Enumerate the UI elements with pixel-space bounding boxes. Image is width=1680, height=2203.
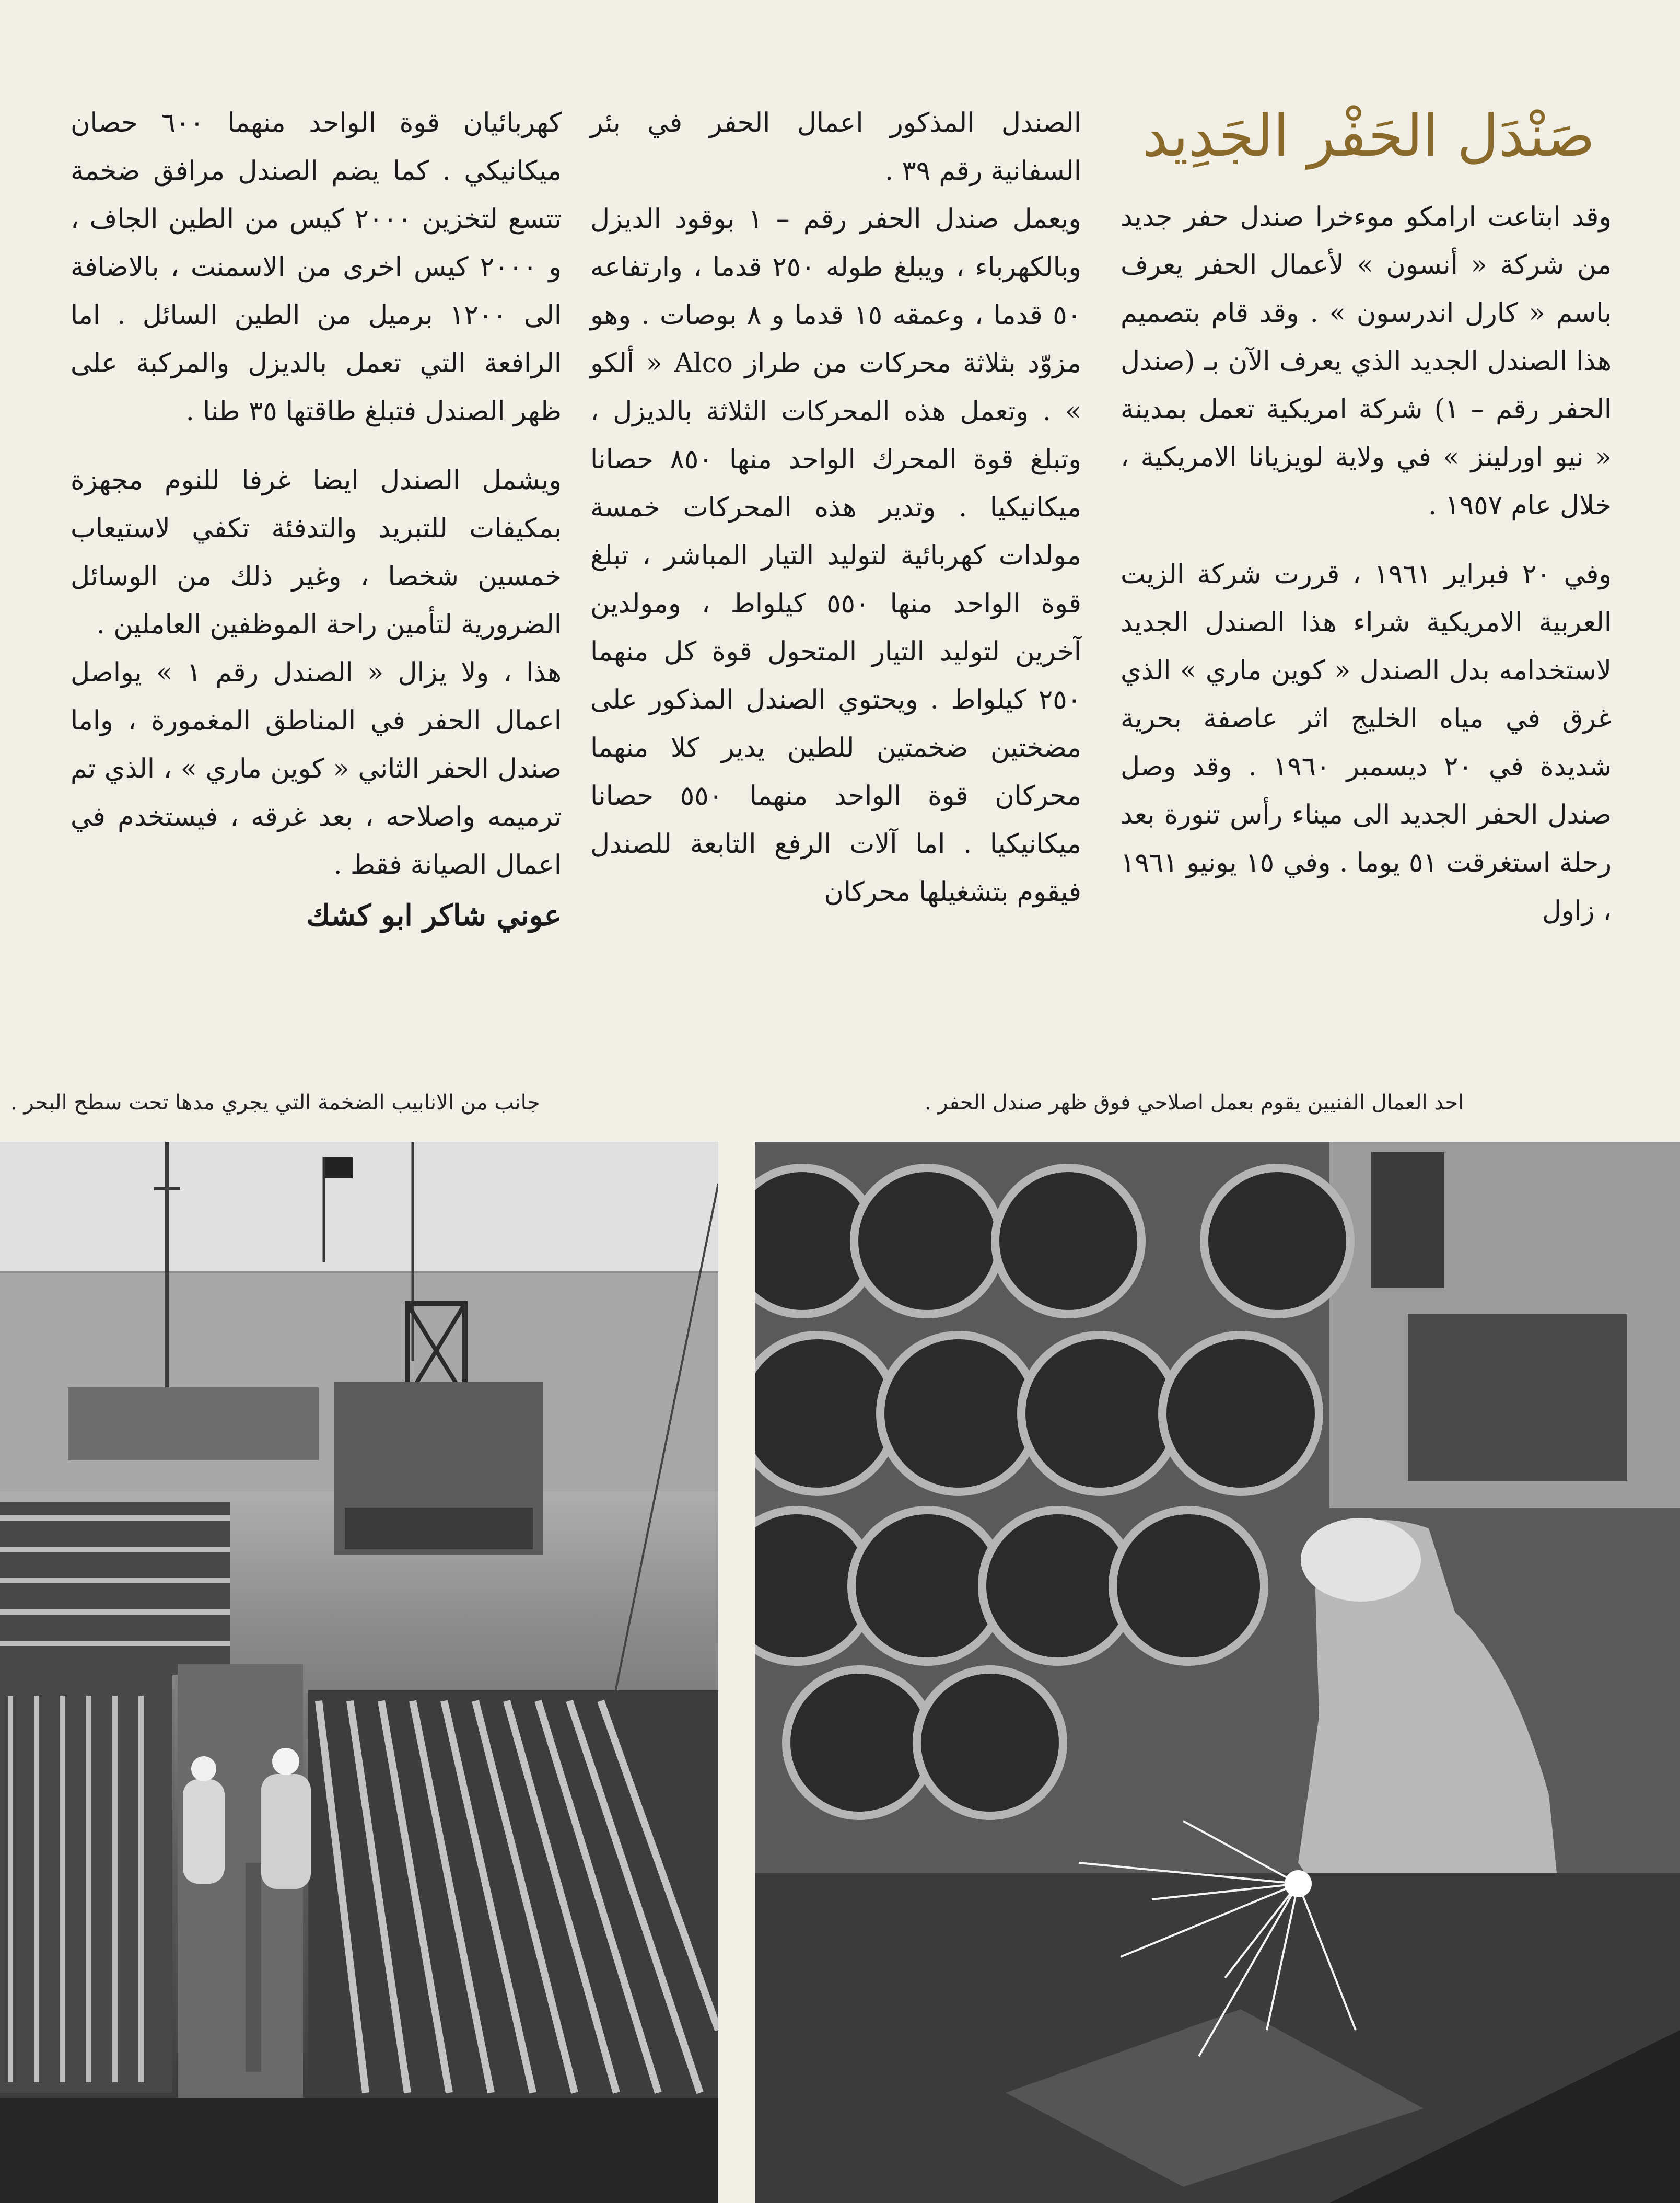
welder-illustration	[755, 1142, 1680, 2203]
text-column-left	[71, 99, 562, 940]
paragraph: كهربائيان قوة الواحد منهما ٦٠٠ حصان ميكانيكي . كما يضم الصندل مرافق ضخمة تتسع لتخزين ٢٠٠٠ كيس من الطين الجاف ، و ٢٠٠٠ كيس اخرى من الاسمنت ، بالاضافة الى ١٢٠٠ برميل من الطين السائل . اما الرافعة التي تعمل بالديزل والمركبة على ظهر الصندل فتبلغ طاقتها ٣٥ طنا .	[71, 108, 562, 427]
article-title: صَنْدَل الحَفْر الجَدِيد	[1142, 102, 1595, 169]
photo-caption-left: جانب من الانابيب الضخمة التي يجري مدها تحت سطح البحر .	[10, 1091, 540, 1115]
barge-pipes-illustration	[0, 1142, 718, 2203]
paragraph: وفي ٢٠ فبراير ١٩٦١ ، قررت شركة الزيت العربية الامريكية شراء هذا الصندل الجديد لاستخدامه بدل الصندل « كوين ماري » الذي غرق في مياه الخليج اثر عاصفة بحرية شديدة في ٢٠ ديسمبر ١٩٦٠ . وقد وصل صندل الحفر الجديد الى ميناء رأس تنورة بعد رحلة استغرقت ٥١ يوما . وفي ١٥ يونيو ١٩٦١ ، زاول	[1121, 559, 1612, 926]
paragraph: هذا ، ولا يزال « الصندل رقم ١ » يواصل اعمال الحفر في المناطق المغمورة ، واما صندل الحفر الثاني « كوين ماري » ، الذي تم ترميمه واصلاحه ، بعد غرقه ، فيستخدم في اعمال الصيانة فقط .	[71, 657, 562, 880]
photo-caption-right: احد العمال الفنيين يقوم بعمل اصلاحي فوق ظهر صندل الحفر .	[925, 1091, 1464, 1115]
paragraph: الصندل المذكور اعمال الحفر في بئر السفانية رقم ٣٩ .	[590, 108, 1081, 187]
paragraph: ويشمل الصندل ايضا غرفا للنوم مجهزة بمكيفات للتبريد والتدفئة تكفي لاستيعاب خمسين شخصا ، وغير ذلك من الوسائل الضرورية لتأمين راحة الموظفين العاملين .	[71, 465, 562, 640]
text-column-middle	[590, 99, 1081, 917]
photo-barge-pipes	[0, 1142, 718, 2203]
text-column-right	[1121, 193, 1612, 935]
photo-welder	[755, 1142, 1680, 2203]
paragraph: ويعمل صندل الحفر رقم – ١ بوقود الديزل وبالكهرباء ، ويبلغ طوله ٢٥٠ قدما ، وارتفاعه ٥٠ قدما ، وعمقه ١٥ قدما و ٨ بوصات . وهو مزوّد بثلاثة محركات من طراز Alco « ألكو » . وتعمل هذه المحركات الثلاثة بالديزل ، وتبلغ قوة المحرك الواحد منها ٨٥٠ حصانا ميكانيكيا . وتدير هذه المحركات خمسة مولدات كهربائية لتوليد التيار المباشر ، تبلغ قوة الواحد منها ٥٥٠ كيلواط ، ومولدين آخرين لتوليد التيار المتحول قوة كل منهما ٢٥٠ كيلواط . ويحتوي الصندل المذكور على مضختين ضخمتين للطين يدير كلا منهما محركان قوة الواحد منهما ٥٥٠ حصانا ميكانيكيا . اما آلات الرفع التابعة للصندل فيقوم بتشغيلها محركان	[590, 204, 1081, 908]
paragraph: وقد ابتاعت ارامكو موءخرا صندل حفر جديد من شركة « أنسون » لأعمال الحفر يعرف باسم « كارل اندرسون » . وقد قام بتصميم هذا الصندل الجديد الذي يعرف الآن بـ (صندل الحفر رقم – ١) شركة امريكية تعمل بمدينة « نيو اورلينز » في ولاية لويزيانا الامريكية ، خلال عام ١٩٥٧ .	[1121, 202, 1612, 521]
author-byline: عوني شاكر ابو كشك	[306, 898, 562, 933]
